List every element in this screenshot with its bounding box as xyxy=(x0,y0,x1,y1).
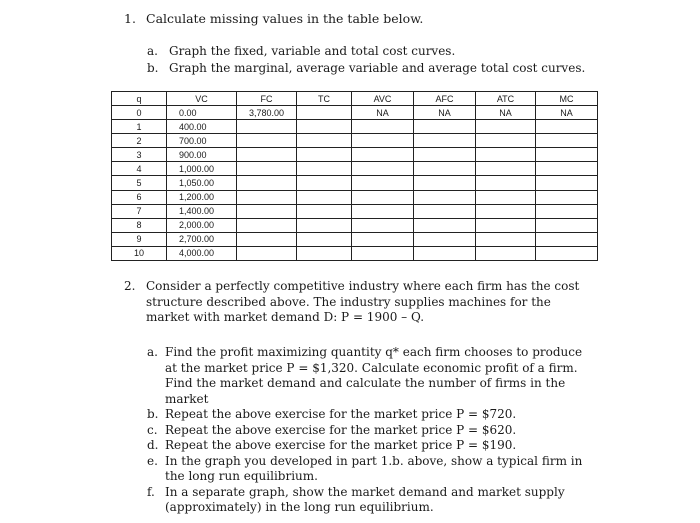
table-cell xyxy=(237,204,297,218)
table-cell xyxy=(414,148,476,162)
table-cell xyxy=(297,176,352,190)
table-cell xyxy=(297,148,352,162)
table-cell xyxy=(237,134,297,148)
table-row xyxy=(112,162,598,176)
table-cell xyxy=(476,176,536,190)
question-2-part xyxy=(147,423,597,439)
question-2-parts xyxy=(147,345,597,516)
table-cell xyxy=(237,120,297,134)
table-cell xyxy=(352,232,414,246)
table-cell xyxy=(536,134,598,148)
question-1-text: Calculate missing values in the table below. xyxy=(146,11,424,26)
table-cell xyxy=(536,232,598,246)
table-cell xyxy=(414,232,476,246)
table-header-row xyxy=(112,92,598,106)
question-1-number: 1. xyxy=(124,11,136,26)
table-cell: 8 xyxy=(112,218,167,232)
table-cell xyxy=(414,176,476,190)
table-cell: 6 xyxy=(112,190,167,204)
table-cell xyxy=(476,218,536,232)
cost-table xyxy=(111,91,598,261)
table-cell xyxy=(237,246,297,260)
table-cell xyxy=(476,246,536,260)
table-cell: 0 xyxy=(112,106,167,120)
table-cell: 10 xyxy=(112,246,167,260)
table-cell xyxy=(352,148,414,162)
table-cell xyxy=(414,218,476,232)
table-cell xyxy=(352,190,414,204)
column-header: AVC xyxy=(352,92,414,106)
table-cell: 5 xyxy=(112,176,167,190)
table-cell xyxy=(237,218,297,232)
table-cell: 1 xyxy=(112,120,167,134)
table-cell xyxy=(414,134,476,148)
table-cell xyxy=(536,218,598,232)
part-text: Repeat the above exercise for the market price P = $190. xyxy=(165,438,517,452)
table-cell xyxy=(352,204,414,218)
table-cell xyxy=(297,106,352,120)
question-1b-letter: b. xyxy=(147,61,159,75)
table-cell xyxy=(414,120,476,134)
table-row xyxy=(112,190,598,204)
question-1a-text: Graph the fixed, variable and total cost curves. xyxy=(169,44,456,58)
table-cell xyxy=(414,162,476,176)
table-cell: 4 xyxy=(112,162,167,176)
part-letter: c. xyxy=(147,422,158,437)
table-cell xyxy=(414,246,476,260)
column-header: TC xyxy=(297,92,352,106)
column-header: FC xyxy=(237,92,297,106)
table-cell xyxy=(297,190,352,204)
question-2-text: Consider a perfectly competitive industry where each firm has the cost structure described above. The industry supplies machines for the market with market demand D: P = 1900 – Q. xyxy=(146,279,580,324)
question-2-part xyxy=(147,345,597,407)
part-text: Repeat the above exercise for the market price P = $720. xyxy=(165,407,517,421)
column-header: ATC xyxy=(476,92,536,106)
table-cell xyxy=(297,232,352,246)
table-row xyxy=(112,232,598,246)
table-cell xyxy=(476,232,536,246)
table-cell xyxy=(352,134,414,148)
table-cell xyxy=(476,162,536,176)
question-2-part xyxy=(147,407,597,423)
table-cell xyxy=(352,246,414,260)
table-cell xyxy=(237,148,297,162)
table-cell: 4,000.00 xyxy=(167,246,237,260)
table-cell xyxy=(297,246,352,260)
part-letter: b. xyxy=(147,407,159,421)
table-cell xyxy=(297,218,352,232)
table-row xyxy=(112,148,598,162)
question-2-part xyxy=(147,454,597,485)
table-cell xyxy=(352,176,414,190)
column-header: VC xyxy=(167,92,237,106)
question-1b-text: Graph the marginal, average variable and average total cost curves. xyxy=(169,61,586,75)
table-cell: 1,400.00 xyxy=(167,204,237,218)
table-cell: 1,000.00 xyxy=(167,162,237,176)
table-row xyxy=(112,246,598,260)
table-row xyxy=(112,134,598,148)
table-cell xyxy=(237,190,297,204)
table-cell xyxy=(536,120,598,134)
part-text: Repeat the above exercise for the market price P = $620. xyxy=(165,422,517,437)
table-cell xyxy=(237,232,297,246)
question-2-number: 2. xyxy=(124,279,136,293)
question-2-part xyxy=(147,438,597,454)
table-cell: 2,000.00 xyxy=(167,218,237,232)
table-cell xyxy=(352,218,414,232)
table-cell xyxy=(476,148,536,162)
table-cell xyxy=(536,148,598,162)
table-cell: 900.00 xyxy=(167,148,237,162)
table-cell: 2 xyxy=(112,134,167,148)
part-letter: e. xyxy=(147,453,158,468)
question-2-part xyxy=(147,485,597,516)
column-header: q xyxy=(112,92,167,106)
part-letter: d. xyxy=(147,438,159,452)
table-cell xyxy=(414,190,476,204)
column-header: AFC xyxy=(414,92,476,106)
table-cell xyxy=(297,204,352,218)
table-row xyxy=(112,176,598,190)
part-text: In the graph you developed in part 1.b. above, show a typical firm in the long run equilibrium. xyxy=(165,453,583,483)
table-cell xyxy=(297,120,352,134)
table-cell: NA xyxy=(476,106,536,120)
column-header: MC xyxy=(536,92,598,106)
table-cell xyxy=(536,162,598,176)
part-text: In a separate graph, show the market demand and market supply (approximately) in the long run equilibrium. xyxy=(165,484,565,514)
table-cell xyxy=(297,134,352,148)
table-cell: 400.00 xyxy=(167,120,237,134)
table-cell: 7 xyxy=(112,204,167,218)
table-cell: 3 xyxy=(112,148,167,162)
table-cell: NA xyxy=(352,106,414,120)
table-cell: 1,050.00 xyxy=(167,176,237,190)
table-cell xyxy=(414,204,476,218)
table-cell xyxy=(476,134,536,148)
table-cell: 9 xyxy=(112,232,167,246)
table-cell: NA xyxy=(536,106,598,120)
part-letter: f. xyxy=(147,484,155,499)
table-cell: 2,700.00 xyxy=(167,232,237,246)
table-cell xyxy=(237,162,297,176)
table-cell xyxy=(352,162,414,176)
question-1a-letter: a. xyxy=(147,44,158,58)
table-row xyxy=(112,106,598,120)
table-cell xyxy=(536,176,598,190)
table-cell xyxy=(536,204,598,218)
question-1a xyxy=(147,44,455,58)
table-row xyxy=(112,120,598,134)
table-cell xyxy=(536,246,598,260)
question-1 xyxy=(124,11,423,26)
table-cell xyxy=(536,190,598,204)
table-cell xyxy=(297,162,352,176)
table-cell xyxy=(476,120,536,134)
table-cell xyxy=(476,204,536,218)
table-cell xyxy=(237,176,297,190)
table-cell xyxy=(476,190,536,204)
table-cell: 1,200.00 xyxy=(167,190,237,204)
table-row xyxy=(112,218,598,232)
table-cell: 0.00 xyxy=(167,106,237,120)
table-row xyxy=(112,204,598,218)
part-text: Find the profit maximizing quantity q* each firm chooses to produce at the market price P = $1,320. Calculate economic profit of a firm. Find the market demand and calculate the number of firms in the market xyxy=(165,345,583,406)
part-letter: a. xyxy=(147,345,158,359)
table-cell: NA xyxy=(414,106,476,120)
table-cell xyxy=(352,120,414,134)
question-1b xyxy=(147,61,585,75)
table-cell: 3,780.00 xyxy=(237,106,297,120)
table-cell: 700.00 xyxy=(167,134,237,148)
